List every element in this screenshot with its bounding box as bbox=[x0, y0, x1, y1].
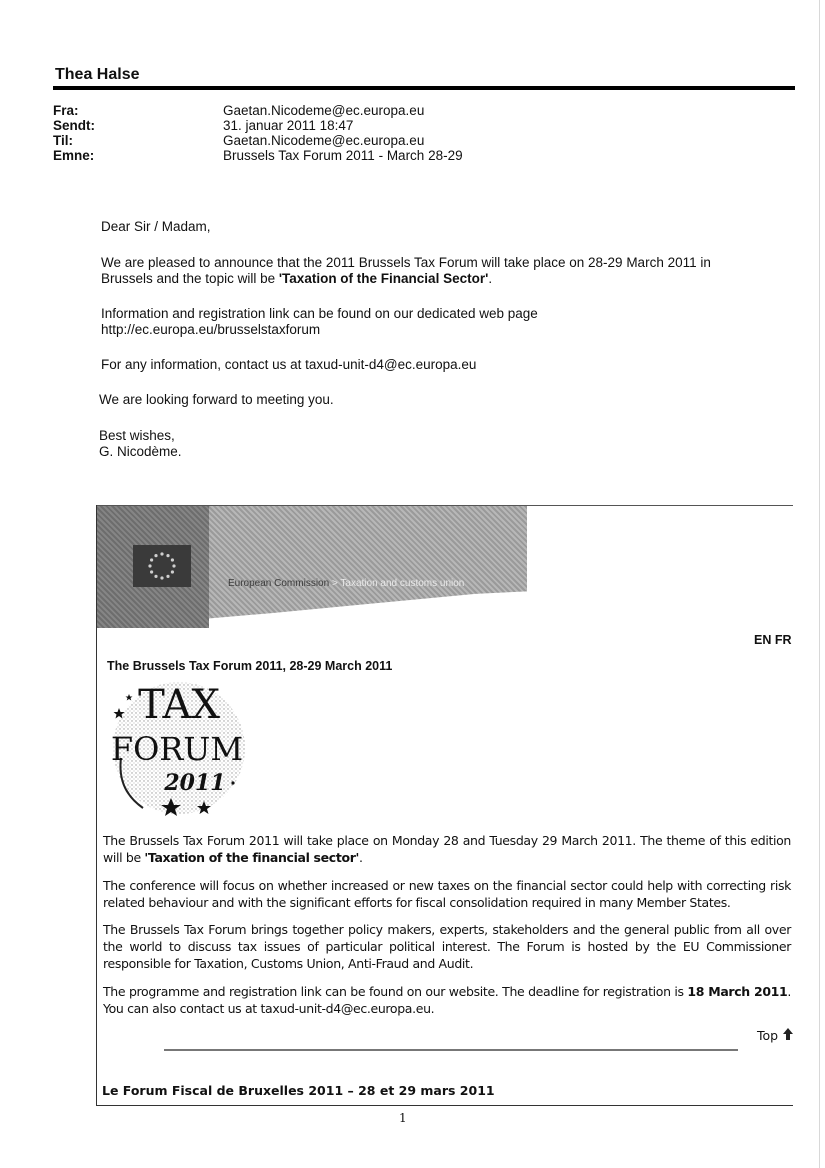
banner-org[interactable]: European Commission bbox=[228, 578, 330, 589]
forum-paragraph-2: The conference will focus on whether increased or new taxes on the financial sector could help with correcting risk related behaviour and with the significant efforts for fiscal consolidation required in many Member States. bbox=[103, 878, 791, 910]
sender-name: Thea Halse bbox=[55, 66, 140, 83]
eu-flag-icon bbox=[133, 545, 191, 587]
para4-end: . You can also contact us at taxud-unit-d4@ec.europa.eu. bbox=[103, 984, 791, 1016]
meta-label: Til: bbox=[53, 133, 73, 148]
meta-value: 31. januar 2011 18:47 bbox=[223, 118, 354, 133]
announcement-paragraph bbox=[101, 255, 711, 287]
language-switcher[interactable]: EN FR bbox=[754, 633, 792, 647]
forum-title: The Brussels Tax Forum 2011, 28-29 March 2011 bbox=[107, 659, 393, 673]
meta-from bbox=[53, 103, 463, 118]
info-line: Information and registration link can be found on our dedicated web page bbox=[101, 306, 538, 321]
meta-sent bbox=[53, 118, 463, 133]
contact-line: For any information, contact us at taxud-unit-d4@ec.europa.eu bbox=[101, 357, 477, 372]
header-rule bbox=[53, 86, 795, 90]
email-meta bbox=[53, 103, 463, 163]
logo-text-year: 2011 bbox=[164, 770, 226, 796]
meta-label: Emne: bbox=[53, 148, 95, 163]
para1-end: . bbox=[358, 850, 363, 865]
announcement-line-1: We are pleased to announce that the 2011 Brussels Tax Forum will take place on 28-29 March 2011 in bbox=[101, 255, 711, 270]
topic-bold: 'Taxation of the Financial Sector' bbox=[278, 271, 489, 286]
webpage-frame-bottom bbox=[96, 1105, 793, 1106]
section-separator bbox=[164, 1049, 738, 1051]
info-paragraph bbox=[101, 306, 538, 338]
announcement-end: . bbox=[488, 271, 493, 286]
announcement-text: Brussels and the topic will be bbox=[101, 271, 279, 286]
para1-text: The Brussels Tax Forum 2011 will take place on Monday 28 and Tuesday 29 March 2011. The theme of this edition will be bbox=[103, 833, 791, 865]
meta-subject bbox=[53, 148, 463, 163]
french-section-title: Le Forum Fiscal de Bruxelles 2011 – 28 et 29 mars 2011 bbox=[102, 1083, 495, 1098]
para4-text: The programme and registration link can be found on our website. The deadline for registration is bbox=[103, 984, 688, 999]
forum-paragraph-3: The Brussels Tax Forum brings together policy makers, experts, stakeholders and the general public from all over the world to discuss tax issues of particular political interest. The Forum is hosted by the EU Commissioner responsible for Taxation, Customs Union, Anti-Fraud and Audit. bbox=[103, 922, 791, 971]
page-number: 1 bbox=[399, 1111, 407, 1125]
announcement-line-2 bbox=[101, 271, 711, 287]
forum-paragraph-4 bbox=[103, 983, 791, 1017]
meta-value: Brussels Tax Forum 2011 - March 28-29 bbox=[223, 148, 463, 163]
top-link-label: Top bbox=[757, 1028, 779, 1043]
para1-theme-bold: 'Taxation of the financial sector' bbox=[144, 850, 359, 865]
meta-label: Sendt: bbox=[53, 118, 95, 133]
forum-paragraph-1 bbox=[103, 832, 791, 866]
banner-separator: > bbox=[329, 578, 341, 589]
meta-value: Gaetan.Nicodeme@ec.europa.eu bbox=[223, 103, 425, 118]
arrow-up-icon bbox=[782, 1027, 794, 1041]
page-edge bbox=[819, 0, 820, 1168]
closing: Best wishes, bbox=[99, 428, 175, 443]
banner-dept[interactable]: Taxation and customs union bbox=[340, 578, 465, 589]
looking-forward-line: We are looking forward to meeting you. bbox=[99, 392, 334, 407]
greeting: Dear Sir / Madam, bbox=[101, 219, 211, 234]
web-link[interactable]: http://ec.europa.eu/brusselstaxforum bbox=[101, 322, 321, 337]
logo-text-tax: TAX bbox=[138, 682, 220, 728]
closing-block bbox=[99, 428, 182, 460]
logo-text-forum: FORUM bbox=[110, 730, 244, 768]
meta-value: Gaetan.Nicodeme@ec.europa.eu bbox=[223, 133, 425, 148]
top-link[interactable] bbox=[757, 1027, 794, 1043]
meta-label: Fra: bbox=[53, 103, 79, 118]
tax-forum-logo bbox=[107, 680, 257, 820]
para4-deadline-bold: 18 March 2011 bbox=[687, 984, 788, 999]
signature: G. Nicodème. bbox=[99, 444, 182, 459]
ec-banner-breadcrumb bbox=[228, 578, 464, 589]
meta-to bbox=[53, 133, 463, 148]
